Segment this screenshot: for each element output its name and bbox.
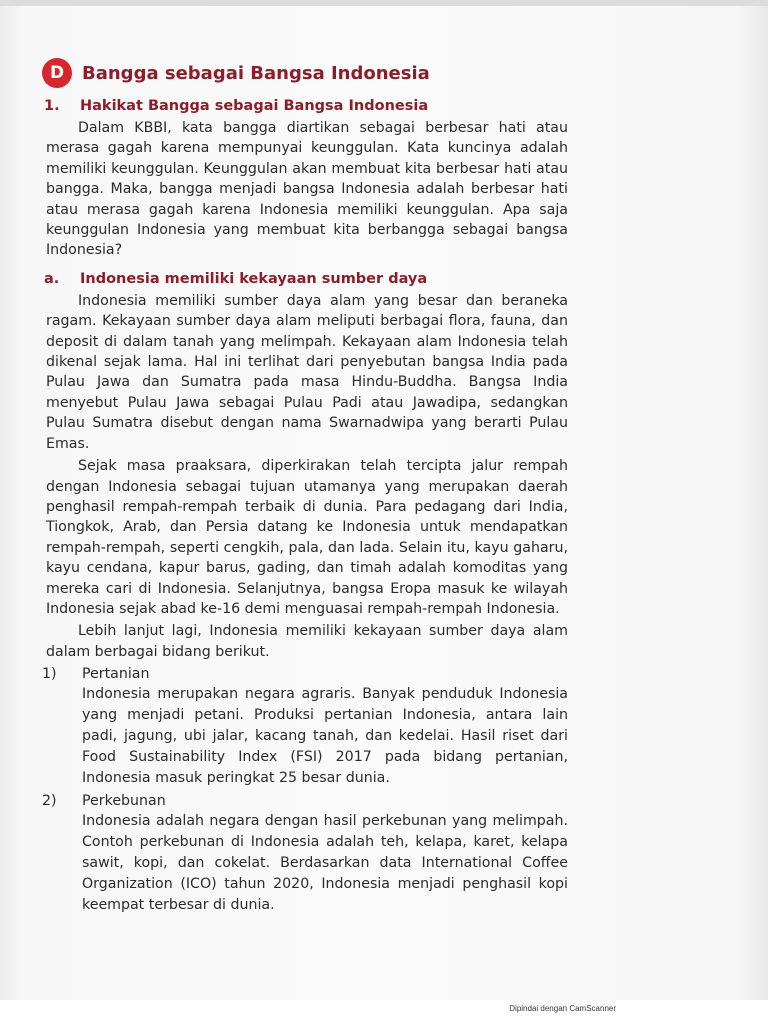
scanner-watermark: Dipindai dengan CamScanner bbox=[509, 1004, 616, 1013]
list-item-number: 2) bbox=[42, 793, 57, 810]
list-item-perkebunan bbox=[42, 793, 568, 809]
section-header bbox=[42, 58, 568, 88]
list-item-perkebunan-body: Indonesia adalah negara dengan hasil perkebunan yang melimpah. Contoh perkebunan di Indonesia adalah teh, kelapa, karet, kelapa sawit, kopi, dan cokelat. Berdasarkan data International Coffee Organization (ICO) tahun 2020, Indonesia menjadi penghasil kopi keempat terbesar di dunia. bbox=[82, 813, 568, 914]
subsection-1-paragraph: Dalam KBBI, kata bangga diartikan sebagai berbesar hati atau merasa gagah karena mempunyai keunggulan. Kata kuncinya adalah memiliki keunggulan. Keunggulan akan membuat kita berbesar hati atau bangga. Maka, bangga menjadi bangsa Indonesia adalah berbesar hati atau merasa gagah karena Indonesia memiliki keunggulan. Apa saja keunggulan Indonesia yang membuat kita berbangga sebagai bangsa Indonesia? bbox=[46, 120, 568, 259]
subsection-1-number: 1. bbox=[44, 98, 60, 114]
paragraph-fields-intro: Lebih lanjut lagi, Indonesia memiliki kekayaan sumber daya alam dalam berbagai bidang berikut. bbox=[46, 623, 568, 660]
page-content bbox=[38, 58, 568, 920]
section-badge: D bbox=[42, 58, 72, 88]
subsection-a-header bbox=[44, 271, 568, 287]
list-item-pertanian-body: Indonesia merupakan negara agraris. Banyak penduduk Indonesia yang menjadi petani. Produksi pertanian Indonesia, antara lain padi, jagung, ubi jalar, kacang tanah, dan kedelai. Hasil riset dari Food Sustainability Index (FSI) 2017 pada bidang pertanian, Indonesia masuk peringkat 25 besar dunia. bbox=[82, 686, 568, 787]
list-item-title: Perkebunan bbox=[82, 793, 166, 810]
section-title: Bangga sebagai Bangsa Indonesia bbox=[82, 62, 430, 84]
subsection-1-title: Hakikat Bangga sebagai Bangsa Indonesia bbox=[80, 98, 429, 114]
paragraph-natural-resources: Indonesia memiliki sumber daya alam yang besar dan beraneka ragam. Kekayaan sumber daya alam meliputi berbagai flora, fauna, dan deposit di dalam tanah yang melimpah. Kekayaan alam Indonesia telah dikenal sejak lama. Hal ini terlihat dari penyebutan bangsa India pada Pulau Jawa dan Sumatra pada masa Hindu-Buddha. Bangsa India menyebut Pulau Jawa sebagai Pulau Padi atau Jawadipa, sedangkan Pulau Sumatra disebut dengan nama Swarnadwipa yang berarti Pulau Emas. bbox=[46, 292, 568, 452]
list-item-number: 1) bbox=[42, 666, 57, 683]
paragraph-spice-route: Sejak masa praaksara, diperkirakan telah tercipta jalur rempah dengan Indonesia sebagai tujuan utamanya yang merupakan daerah penghasil rempah-rempah terbaik di dunia. Para pedagang dari India, Tiongkok, Arab, dan Persia datang ke Indonesia untuk mendapatkan rempah-rempah, seperti cengkih, pala, dan lada. Selain itu, kayu gaharu, kayu cendana, kapur barus, gading, dan timah adalah komoditas yang mereka cari di Indonesia. Selanjutnya, bangsa Eropa masuk ke wilayah Indonesia sejak abad ke-16 demi menguasai rempah-rempah Indonesia. bbox=[46, 458, 568, 617]
page-edge bbox=[0, 0, 768, 6]
subsection-a-letter: a. bbox=[44, 270, 60, 287]
subsection-a-title: Indonesia memiliki kekayaan sumber daya bbox=[80, 270, 428, 287]
footer bbox=[0, 1000, 768, 1024]
list-item-title: Pertanian bbox=[82, 666, 150, 683]
list-item-pertanian bbox=[42, 666, 568, 682]
subsection-1-header bbox=[44, 98, 568, 114]
